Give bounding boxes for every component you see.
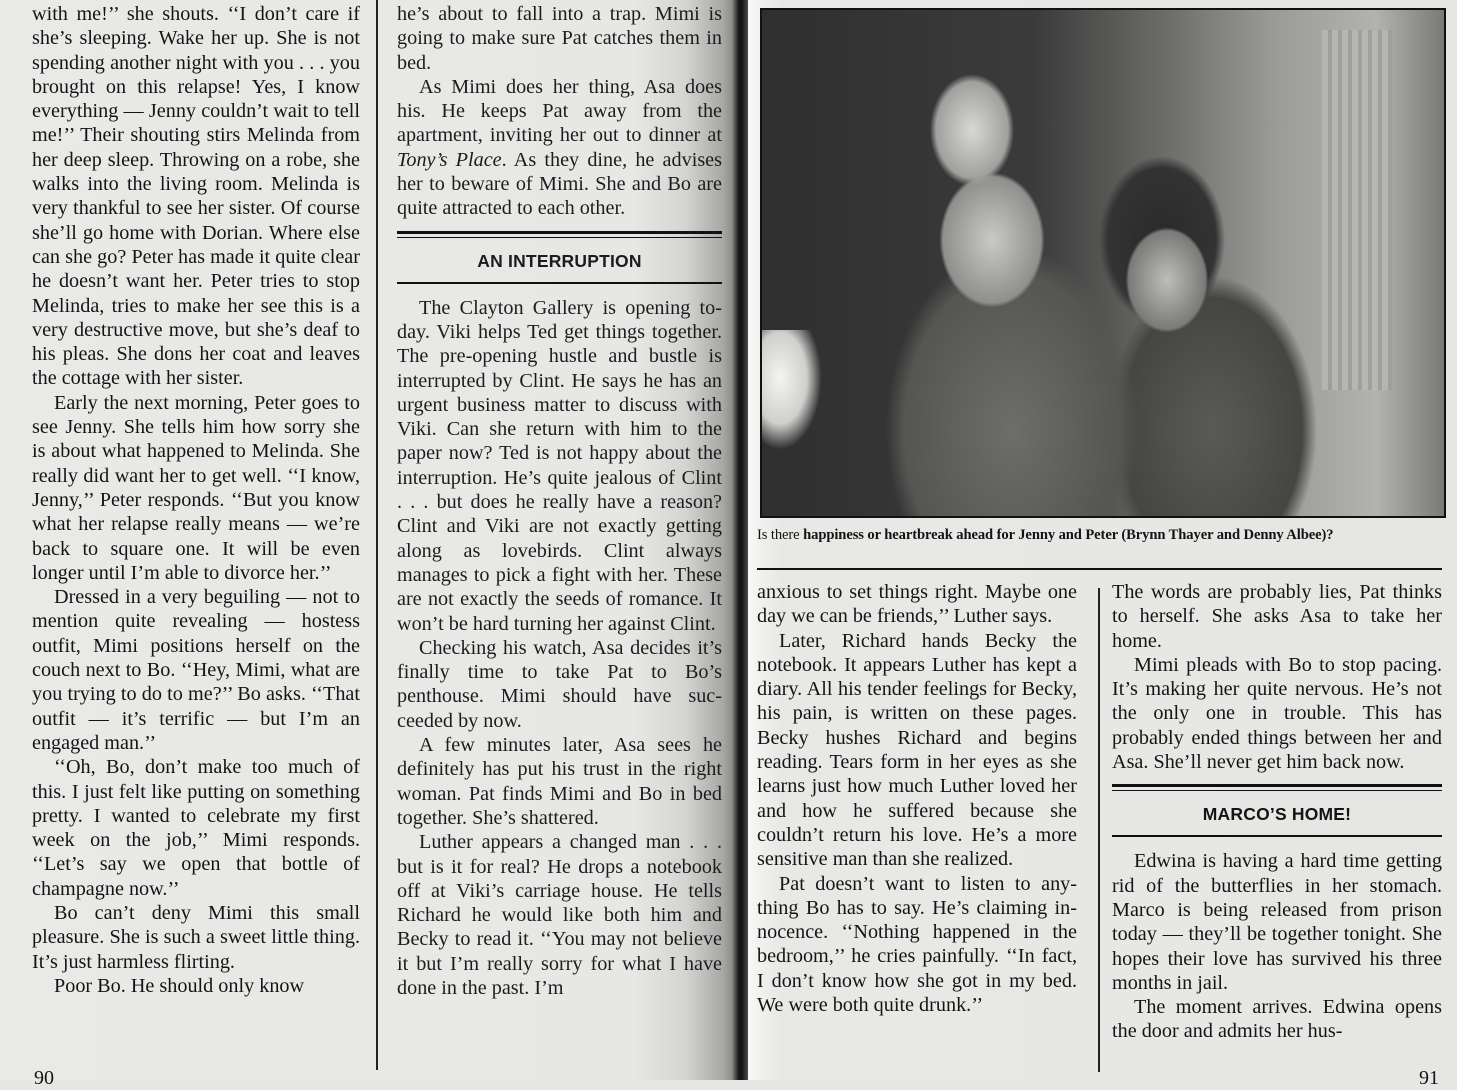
paragraph: he’s about to fall into a trap. Mimi is going to make sure Pat catches them in bed. xyxy=(397,3,722,74)
page-number-left: 90 xyxy=(34,1067,54,1089)
paragraph: Edwina is having a hard time getting rid of the butterflies in her stomach. Marco is being released from prison today — they’ll be together tonight. She hopes their love has survived his three months in jail. xyxy=(1112,850,1442,994)
paragraph: The Clayton Gallery is opening today. Viki helps Ted get things together. The pre-opening hustle and bustle is interrupted by Clint. He says he has an urgent business matter to discuss with Viki. Can she return with him to the paper now? Ted is not happy about the interruption. He’s quite jealous of Clint . . . but does he really have a reason? Clint and Viki are not exactly getting along as lovebirds. Clint always manages to pick a fight with her. These are not exactly the seeds of romance. It won’t be hard turning her against Clint. xyxy=(397,296,722,635)
paragraph: Later, Richard hands Becky the notebook. It appears Luther has kept a diary. All his tender feelings for Becky, his pain, is written on these pages. Becky hushes Richard and begins reading. Tears form in her eyes as she learns just how much Luther loved her and how he suffered because she couldn’t return his love. He’s a more sensitive man than she realized. xyxy=(757,629,1077,871)
text: As Mimi does her thing, Asa does his. He keeps Pat away from the apartment, inviting her out to dinner at xyxy=(397,75,722,147)
restaurant-name: Tony’s Place xyxy=(397,148,502,171)
paragraph: Luther appears a changed man . . . but is it for real? He drops a notebook off at Viki’s carriage house. He tells Richard he would like both him and Becky to read it. ‘‘You may not believe it but I’m really sorry for what I have done in the past. I’m xyxy=(397,831,722,999)
page-number-right: 91 xyxy=(1419,1067,1439,1089)
paragraph: The words are probably lies, Pat thinks to herself. She asks Asa to take her home. xyxy=(1112,581,1442,652)
column-divider xyxy=(1098,588,1100,1072)
caption-lead: Is there xyxy=(757,527,800,543)
paragraph: A few minutes later, Asa sees he definitely has put his trust in the right woman. Pat finds Mimi and Bo in bed together. She’s shattered. xyxy=(397,734,722,829)
paragraph: Checking his watch, Asa decides it’s finally time to take Pat to Bo’s penthouse. Mimi should have succeeded by now. xyxy=(397,636,722,732)
background-column xyxy=(1322,30,1392,390)
section-heading-block xyxy=(397,231,722,284)
column-divider xyxy=(376,0,378,1070)
paragraph: Dressed in a very beguiling — not to mention quite revealing — hostess outfit, Mimi positions herself on the couch next to Bo. ‘‘Hey, Mimi, what are you trying to do to me?’’ Bo asks. ‘‘That outfit — it’s terrific — but I’m an engaged man.’’ xyxy=(32,586,360,754)
caption-rule xyxy=(757,568,1442,570)
paragraph: ‘‘Oh, Bo, don’t make too much of this. I just felt like putting on something pretty. I wanted to celebrate my first week on the job,’’ Mimi responds. ‘‘Let’s say we open that bottle of champagne now.’’ xyxy=(32,756,360,900)
article-column-4 xyxy=(1112,580,1442,1044)
caption-text: happiness or heartbreak ahead for Jenny and Peter (Brynn Thayer and Denny Albee)? xyxy=(799,527,1334,543)
paragraph: Pat doesn’t want to listen to anything Bo has to say. He’s claiming innocence. ‘‘Nothing happened in the bedroom,’’ he cries painfully. ‘‘In fact, I don’t know how she got in my bed. We were both quite drunk.’’ xyxy=(757,872,1077,1017)
single-rule xyxy=(1112,835,1442,837)
paragraph: The moment arrives. Edwina opens the door and admits her hus- xyxy=(1112,996,1442,1043)
single-rule xyxy=(397,282,722,284)
double-rule xyxy=(1112,784,1442,791)
paragraph-asa xyxy=(397,75,722,221)
section-heading-block xyxy=(1112,784,1442,837)
flower-arrangement xyxy=(762,330,822,450)
article-column-1 xyxy=(32,2,360,998)
paragraph: Bo can’t deny Mimi this small pleasure. She is such a sweet little thing. It’s just harmless flirting. xyxy=(32,901,360,973)
article-column-3 xyxy=(757,580,1077,1017)
paragraph: Early the next morning, Peter goes to see Jenny. She tells him how sorry she is about what happened to Melinda. She really did want her to get well. ‘‘I know, Jenny,’’ Peter responds. ‘‘But you know what her relapse really means — we’re back to square one. It will be even longer until I’m able to divorce her.’’ xyxy=(32,391,360,584)
binding-gutter xyxy=(732,0,748,1080)
photo-caption xyxy=(757,527,1457,544)
photo-jenny-and-peter xyxy=(760,8,1446,518)
paragraph: with me!’’ she shouts. ‘‘I don’t care if she’s sleeping. Wake her up. She is not spending another night with you . . . you brought on this relapse! Yes, I know everything — Jenny couldn’t wait to tell me!’’ Their shouting stirs Melinda from her deep sleep. Throwing on a robe, she walks into the living room. Melinda is very thankful to see her sister. Of course she’ll go home with Dorian. Where else can she go? Peter has made it quite clear he doesn’t want her. Peter tries to stop Melinda, tries to make her see this is a very destructive move, but she’s deaf to his pleas. She dons her coat and leaves the cottage with her sister. xyxy=(32,3,360,390)
double-rule xyxy=(397,231,722,238)
paragraph: anxious to set things right. Maybe one day we can be friends,’’ Luther says. xyxy=(757,581,1077,628)
section-heading: MARCO’S HOME! xyxy=(1202,804,1352,825)
paragraph: Mimi pleads with Bo to stop pacing. It’s making her quite nervous. He’s not the only one in trouble. This has probably ended things between her and Asa. She’ll never get him back now. xyxy=(1112,653,1442,774)
paragraph: Poor Bo. He should only know xyxy=(54,974,305,997)
article-column-2 xyxy=(397,2,722,1000)
section-heading: AN INTERRUPTION xyxy=(477,250,642,271)
text: . As they dine, he advises her to beware of Mimi. She and Bo are quite attracted to each other. xyxy=(397,148,722,220)
